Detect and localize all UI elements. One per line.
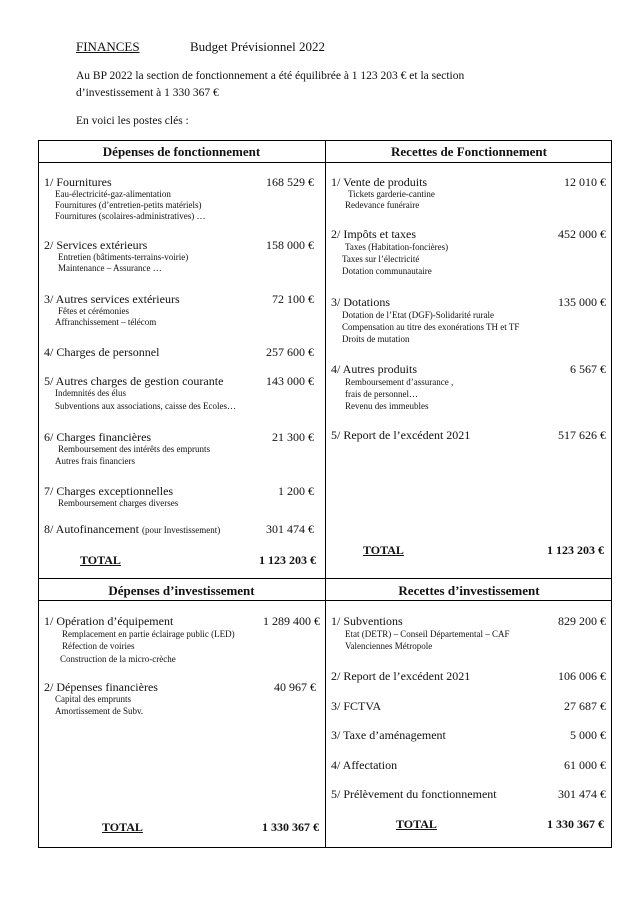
dep-fonct-item-amount: 21 300 € bbox=[272, 430, 314, 444]
rec-fonct-item-amount: 12 010 € bbox=[564, 175, 606, 189]
rec-fonct-total-amount: 1 123 203 € bbox=[547, 543, 604, 557]
rec-inv-item-label: 4/ Affectation bbox=[331, 758, 398, 772]
dep-fonct-item-detail: Fournitures (scolaires-administratives) … bbox=[55, 211, 206, 221]
dep-fonct-item-label: 2/ Services extérieurs bbox=[44, 238, 148, 252]
rec-inv-total-amount: 1 330 367 € bbox=[547, 817, 604, 831]
rec-fonct-item-detail: frais de personnel… bbox=[345, 389, 418, 399]
section-title-dep-inv: Dépenses d’investissement bbox=[108, 583, 255, 598]
rec-inv-item-amount: 27 687 € bbox=[564, 699, 606, 713]
dep-fonct-item-label: 6/ Charges financières bbox=[44, 430, 152, 444]
rec-fonct-item-label: 4/ Autres produits bbox=[331, 362, 417, 376]
rec-inv-item-amount: 106 006 € bbox=[558, 669, 606, 683]
rec-inv-item-label: 3/ Taxe d’aménagement bbox=[331, 728, 446, 742]
dep-fonct-item-detail: Indemnités des élus bbox=[55, 388, 126, 398]
intro-paragraph bbox=[76, 68, 556, 102]
dep-inv-item-amount: 1 289 400 € bbox=[263, 614, 320, 628]
key-items-label: En voici les postes clés : bbox=[76, 115, 189, 127]
rec-inv-item-label: 2/ Report de l’excédent 2021 bbox=[331, 669, 471, 683]
rec-inv-item-label: 3/ FCTVA bbox=[331, 699, 382, 713]
dep-fonct-item-detail: Fournitures (d’entretien-petits matériels) bbox=[55, 200, 202, 210]
rec-fonct-item-detail: Taxes sur l’électricité bbox=[342, 254, 420, 264]
dep-fonct-item-amount: 143 000 € bbox=[266, 374, 314, 388]
finances-title: FINANCES bbox=[76, 39, 140, 54]
dep-fonct-item-amount: 158 000 € bbox=[266, 238, 314, 252]
rec-fonct-item-amount: 517 626 € bbox=[558, 428, 606, 442]
rec-fonct-item-detail: Dotation de l’Etat (DGF)-Solidarité rurale bbox=[342, 310, 494, 320]
table-divider-middle-header bbox=[38, 600, 612, 601]
section-title-rec-fonct: Recettes de Fonctionnement bbox=[391, 144, 547, 159]
rec-fonct-item-label: 3/ Dotations bbox=[331, 295, 390, 309]
rec-fonct-item-detail: Compensation au titre des exonérations TH et TF bbox=[342, 322, 520, 332]
rec-inv-item-amount: 5 000 € bbox=[570, 728, 606, 742]
dep-inv-item-detail: Construction de la micro-crèche bbox=[60, 654, 176, 664]
dep-inv-item-amount: 40 967 € bbox=[274, 680, 316, 694]
rec-fonct-item-label: 2/ Impôts et taxes bbox=[331, 227, 416, 241]
rec-fonct-item-detail: Taxes (Habitation-foncières) bbox=[345, 242, 449, 252]
dep-fonct-total-amount: 1 123 203 € bbox=[259, 553, 316, 567]
rec-inv-item-label: 1/ Subventions bbox=[331, 614, 403, 628]
dep-fonct-item-detail: Subventions aux associations, caisse des Ecoles… bbox=[55, 401, 236, 411]
dep-fonct-item-label: 7/ Charges exceptionnelles bbox=[44, 484, 174, 498]
rec-fonct-item-detail: Redevance funéraire bbox=[345, 200, 420, 210]
rec-fonct-item-amount: 452 000 € bbox=[558, 227, 606, 241]
dep-inv-item-detail: Amortissement de Subv. bbox=[55, 706, 144, 716]
intro-line-1: Au BP 2022 la section de fonctionnement a été équilibrée à 1 123 203 € et la section bbox=[76, 70, 465, 82]
table-divider-middle bbox=[38, 578, 612, 579]
dep-fonct-item-amount: 257 600 € bbox=[266, 345, 314, 359]
dep-fonct-item-label bbox=[44, 522, 220, 537]
rec-inv-item-amount: 829 200 € bbox=[558, 614, 606, 628]
dep-fonct-item-detail: Remboursement des intérêts des emprunts bbox=[58, 444, 210, 454]
dep-fonct-item-label: 5/ Autres charges de gestion courante bbox=[44, 374, 224, 388]
rec-fonct-item-detail: Droits de mutation bbox=[342, 334, 410, 344]
dep-fonct-item-detail: Remboursement charges diverses bbox=[58, 498, 179, 508]
dep-fonct-item-label: 1/ Fournitures bbox=[44, 175, 112, 189]
table-divider-top bbox=[38, 162, 612, 163]
dep-fonct-item-amount: 72 100 € bbox=[272, 292, 314, 306]
dep-fonct-item-detail: Eau-électricité-gaz-alimentation bbox=[55, 189, 171, 199]
rec-inv-item-amount: 301 474 € bbox=[558, 787, 606, 801]
rec-fonct-item-label: 5/ Report de l’excédent 2021 bbox=[331, 428, 471, 442]
rec-fonct-item-label: 1/ Vente de produits bbox=[331, 175, 428, 189]
dep-fonct-item-detail: Entretien (bâtiments-terrains-voirie) bbox=[58, 252, 189, 262]
rec-inv-total-label: TOTAL bbox=[396, 817, 437, 831]
rec-inv-item-detail: Etat (DETR) – Conseil Départemental – CAF bbox=[345, 629, 510, 639]
rec-fonct-item-detail: Tickets garderie-cantine bbox=[348, 189, 435, 199]
dep-fonct-item-detail: Affranchissement – télécom bbox=[55, 317, 157, 327]
intro-line-2: d’investissement à 1 330 367 € bbox=[76, 87, 219, 99]
dep-inv-item-detail: Capital des emprunts bbox=[55, 694, 131, 704]
dep-fonct-item-detail: Autres frais financiers bbox=[55, 456, 135, 466]
dep-fonct-total-label: TOTAL bbox=[80, 553, 121, 567]
dep-inv-item-detail: Réfection de voiries bbox=[62, 641, 135, 651]
dep-inv-item-detail: Remplacement en partie éclairage public (LED) bbox=[62, 629, 235, 639]
dep-fonct-item-label-text: 8/ Autofinancement bbox=[44, 522, 139, 536]
rec-fonct-item-amount: 135 000 € bbox=[558, 295, 606, 309]
dep-inv-item-label: 1/ Opération d’équipement bbox=[44, 614, 174, 628]
rec-fonct-item-detail: Remboursement d’assurance , bbox=[345, 377, 454, 387]
rec-fonct-item-detail: Dotation communautaire bbox=[342, 266, 432, 276]
rec-fonct-item-detail: Revenu des immeubles bbox=[345, 401, 429, 411]
table-divider-vertical bbox=[325, 140, 326, 848]
dep-fonct-item-amount: 168 529 € bbox=[266, 175, 314, 189]
rec-fonct-item-amount: 6 567 € bbox=[570, 362, 606, 376]
dep-fonct-item-label: 4/ Charges de personnel bbox=[44, 345, 160, 359]
document-header bbox=[76, 39, 326, 55]
dep-fonct-item-amount: 301 474 € bbox=[266, 522, 314, 536]
dep-fonct-item-label: 3/ Autres services extérieurs bbox=[44, 292, 180, 306]
dep-inv-item-label: 2/ Dépenses financières bbox=[44, 680, 158, 694]
rec-fonct-total-label: TOTAL bbox=[363, 543, 404, 557]
section-title-dep-fonct: Dépenses de fonctionnement bbox=[102, 144, 261, 159]
section-title-rec-inv: Recettes d’investissement bbox=[398, 583, 540, 598]
dep-fonct-item-detail: Fêtes et cérémonies bbox=[58, 306, 129, 316]
rec-inv-item-label: 5/ Prélèvement du fonctionnement bbox=[331, 787, 497, 801]
dep-fonct-item-amount: 1 200 € bbox=[278, 484, 314, 498]
dep-inv-total-amount: 1 330 367 € bbox=[262, 820, 319, 834]
dep-fonct-item-detail: Maintenance – Assurance … bbox=[58, 263, 162, 273]
dep-fonct-item-label-note: (pour Investissement) bbox=[141, 525, 221, 535]
rec-inv-item-amount: 61 000 € bbox=[564, 758, 606, 772]
dep-inv-total-label: TOTAL bbox=[102, 820, 143, 834]
budget-title: Budget Prévisionnel 2022 bbox=[190, 39, 326, 54]
rec-inv-item-detail: Valenciennes Métropole bbox=[345, 641, 433, 651]
